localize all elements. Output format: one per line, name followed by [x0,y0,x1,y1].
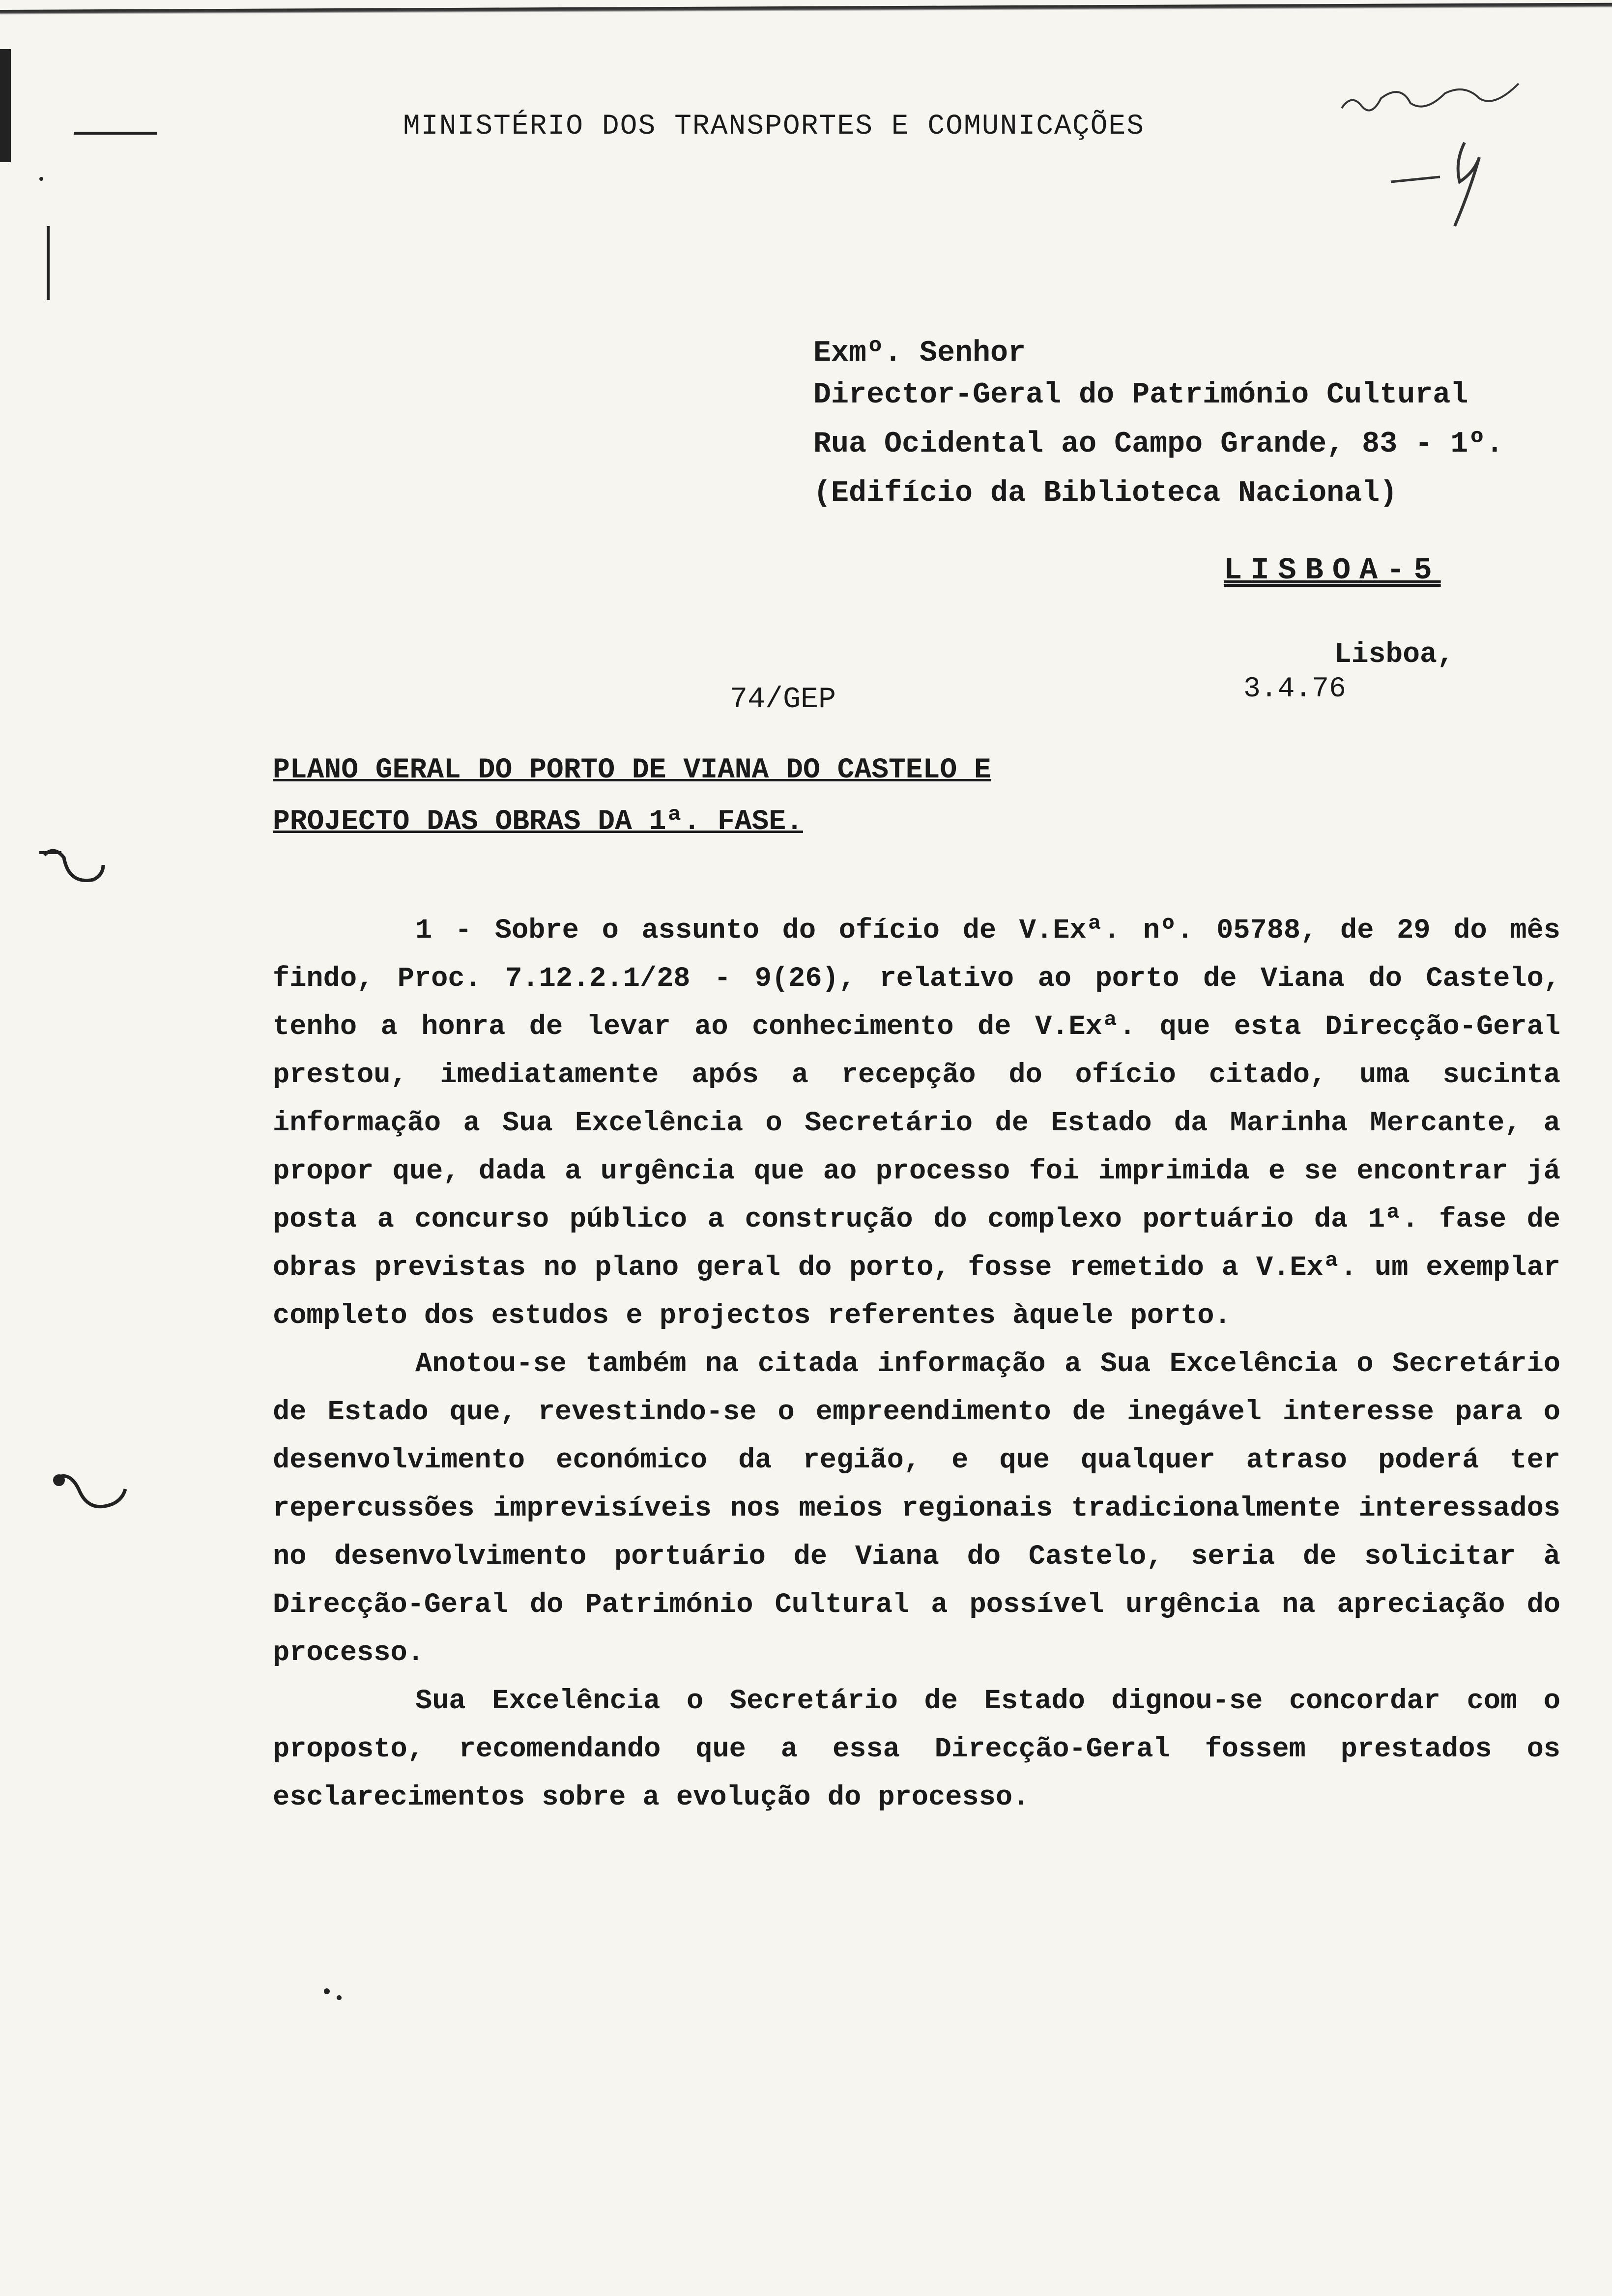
recipient-salutation: Exmº. Senhor [813,337,1026,370]
handwritten-initials [1332,64,1538,231]
subject-line-1: PLANO GERAL DO PORTO DE VIANA DO CASTELO E [273,754,991,786]
ministry-letterhead: MINISTÉRIO DOS TRANSPORTES E COMUNICAÇÕES [403,111,1145,143]
margin-mark [39,177,43,181]
subject-line-2: PROJECTO DAS OBRAS DA 1ª. FASE. [273,806,803,838]
dateline-place: Lisboa, [1334,639,1454,671]
dateline-date: 3.4.76 [1243,673,1346,705]
recipient-street: Rua Ocidental ao Campo Grande, 83 - 1º. [813,428,1504,461]
letter-body [273,907,1560,1822]
hole-punch-mark [44,1460,128,1528]
margin-mark [47,226,50,300]
reference-number: 74/GEP [730,683,836,717]
body-paragraph-3: Sua Excelência o Secretário de Estado dignou-se concordar com o proposto, recomendando que a essa Direcção-Geral fossem prestados os esclarecimentos sobre a evolução do processo. [273,1686,1560,1813]
hole-punch-mark [34,835,108,899]
ink-speck [322,1985,346,2005]
page-top-edge [0,3,1612,15]
body-paragraph-2: Anotou-se também na citada informação a Sua Excelência o Secretário de Estado que, revestindo-se o empreendimento de inegável interesse para o desenvolvimento económico da região, e que qualquer atraso poderá ter repercussões imprevisíveis nos meios regionais tradicionalmente interessados no desenvolvimento portuário de Viana do Castelo, seria de solicitar à Direcção-Geral do Património Cultural a possível urgência na apreciação do processo. [273,1349,1560,1669]
margin-mark [74,132,157,135]
margin-mark [0,49,11,162]
recipient-building: (Edifício da Biblioteca Nacional) [813,477,1398,510]
recipient-title: Director-Geral do Património Cultural [813,378,1468,412]
body-paragraph-1: 1 - Sobre o assunto do ofício de V.Exª. nº. 05788, de 29 do mês findo, Proc. 7.12.2.1/28 - 9(26), relativo ao porto de Viana do Castelo, tenho a honra de levar ao conhecimento de V.Exª. que esta Direcção-Geral prestou, imediatamente após a recepção do ofício citado, uma sucinta informação a Sua Excelência o Secretário de Estado da Marinha Mercante, a propor que, dada a urgência que ao processo foi imprimida e se encontrar já posta a concurso público a construção do complexo portuário da 1ª. fase de obras previstas no plano geral do porto, fosse remetido a V.Exª. um exemplar completo dos estudos e projectos referentes àquele porto. [273,915,1560,1332]
recipient-city: LISBOA-5 [1224,553,1441,588]
